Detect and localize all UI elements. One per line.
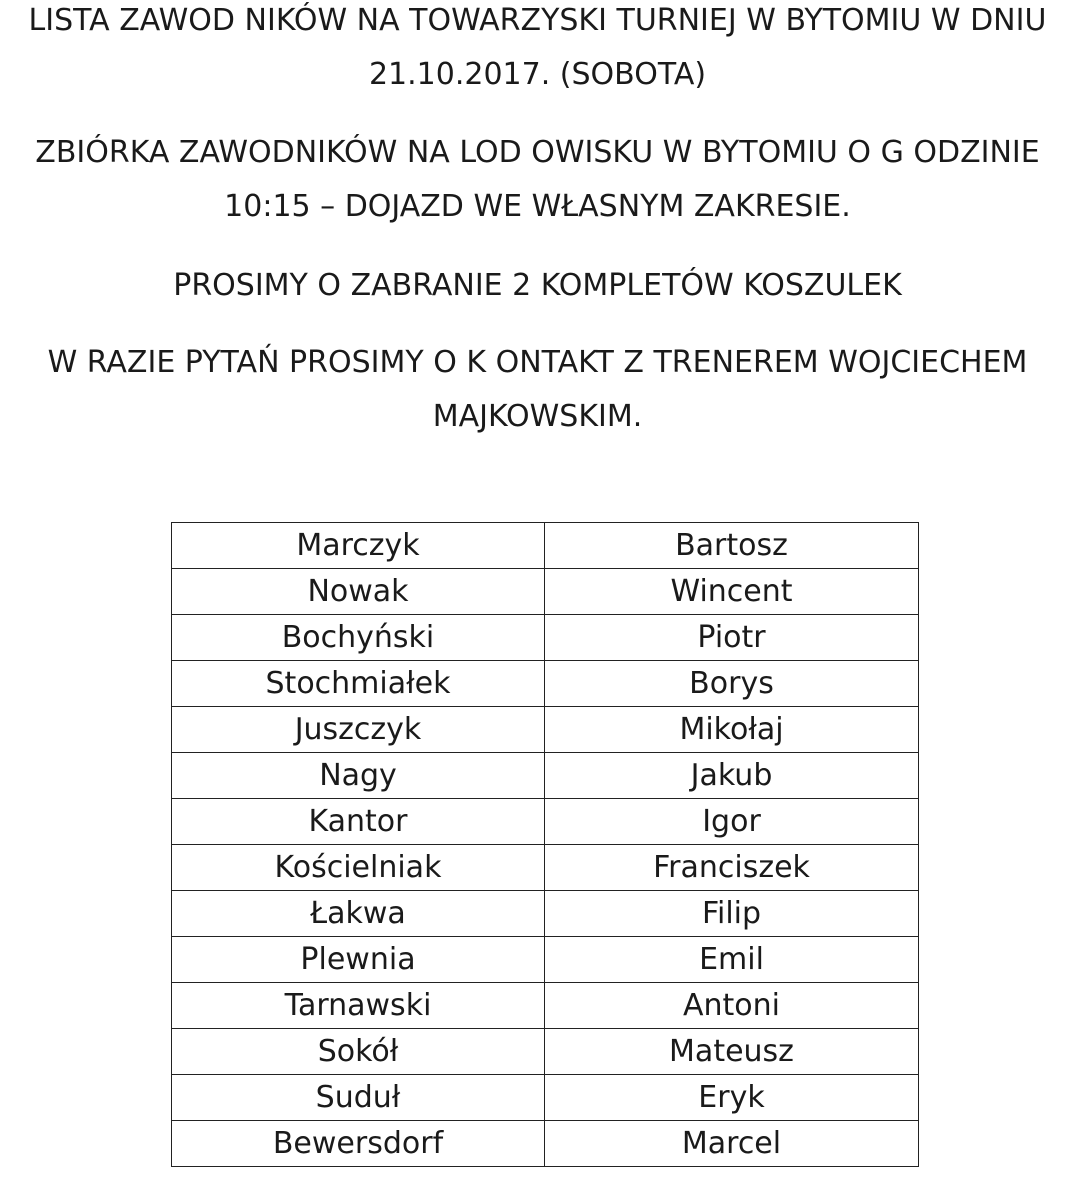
player-surname: Juszczyk	[172, 707, 545, 753]
table-row	[172, 799, 919, 845]
player-name: Emil	[545, 937, 919, 983]
notice-jerseys-line: PROSIMY O ZABRANIE 2 KOMPLETÓW KOSZULEK	[173, 268, 902, 303]
table-row	[172, 569, 919, 615]
table-row	[172, 891, 919, 937]
player-name: Antoni	[545, 983, 919, 1029]
player-name: Franciszek	[545, 845, 919, 891]
player-surname: Bewersdorf	[172, 1121, 545, 1167]
player-name: Borys	[545, 661, 919, 707]
notice-jerseys	[0, 259, 1075, 313]
player-surname: Suduł	[172, 1075, 545, 1121]
player-surname: Nagy	[172, 753, 545, 799]
notice-contact-line-2: MAJKOWSKIM.	[432, 399, 643, 434]
player-name: Wincent	[545, 569, 919, 615]
player-surname: Kościelniak	[172, 845, 545, 891]
player-name: Marcel	[545, 1121, 919, 1167]
table-row	[172, 983, 919, 1029]
table-row	[172, 1075, 919, 1121]
table-row	[172, 523, 919, 569]
player-name: Filip	[545, 891, 919, 937]
notice-title-line-1: LISTA ZAWOD NIKÓW NA TOWARZYSKI TURNIEJ W BYTOMIU W DNIU	[28, 3, 1047, 38]
player-surname: Marczyk	[172, 523, 545, 569]
player-surname: Kantor	[172, 799, 545, 845]
player-name: Mikołaj	[545, 707, 919, 753]
table-row	[172, 1029, 919, 1075]
player-name: Eryk	[545, 1075, 919, 1121]
table-row	[172, 661, 919, 707]
player-surname: Sokół	[172, 1029, 545, 1075]
player-surname: Nowak	[172, 569, 545, 615]
notice-meeting-line-1: ZBIÓRKA ZAWODNIKÓW NA LOD OWISKU W BYTOMIU O G ODZINIE	[35, 135, 1040, 170]
notice-meeting	[0, 126, 1075, 234]
player-name: Piotr	[545, 615, 919, 661]
player-surname: Stochmiałek	[172, 661, 545, 707]
player-surname: Tarnawski	[172, 983, 545, 1029]
player-surname: Łakwa	[172, 891, 545, 937]
player-name: Mateusz	[545, 1029, 919, 1075]
player-surname: Plewnia	[172, 937, 545, 983]
table-row	[172, 707, 919, 753]
table-row	[172, 615, 919, 661]
table-row	[172, 753, 919, 799]
notice-contact-line-1: W RAZIE PYTAŃ PROSIMY O K ONTAKT Z TRENEREM WOJCIECHEM	[47, 345, 1028, 380]
table-row	[172, 845, 919, 891]
notice-meeting-line-2: 10:15 – DOJAZD WE WŁASNYM ZAKRESIE.	[224, 189, 851, 224]
notice-contact	[0, 336, 1075, 444]
table-row	[172, 1121, 919, 1167]
players-table	[171, 522, 919, 1167]
player-name: Igor	[545, 799, 919, 845]
player-surname: Bochyński	[172, 615, 545, 661]
table-row	[172, 937, 919, 983]
notice-title	[0, 0, 1075, 102]
player-name: Bartosz	[545, 523, 919, 569]
notice-title-line-2: 21.10.2017. (SOBOTA)	[368, 57, 707, 92]
player-name: Jakub	[545, 753, 919, 799]
